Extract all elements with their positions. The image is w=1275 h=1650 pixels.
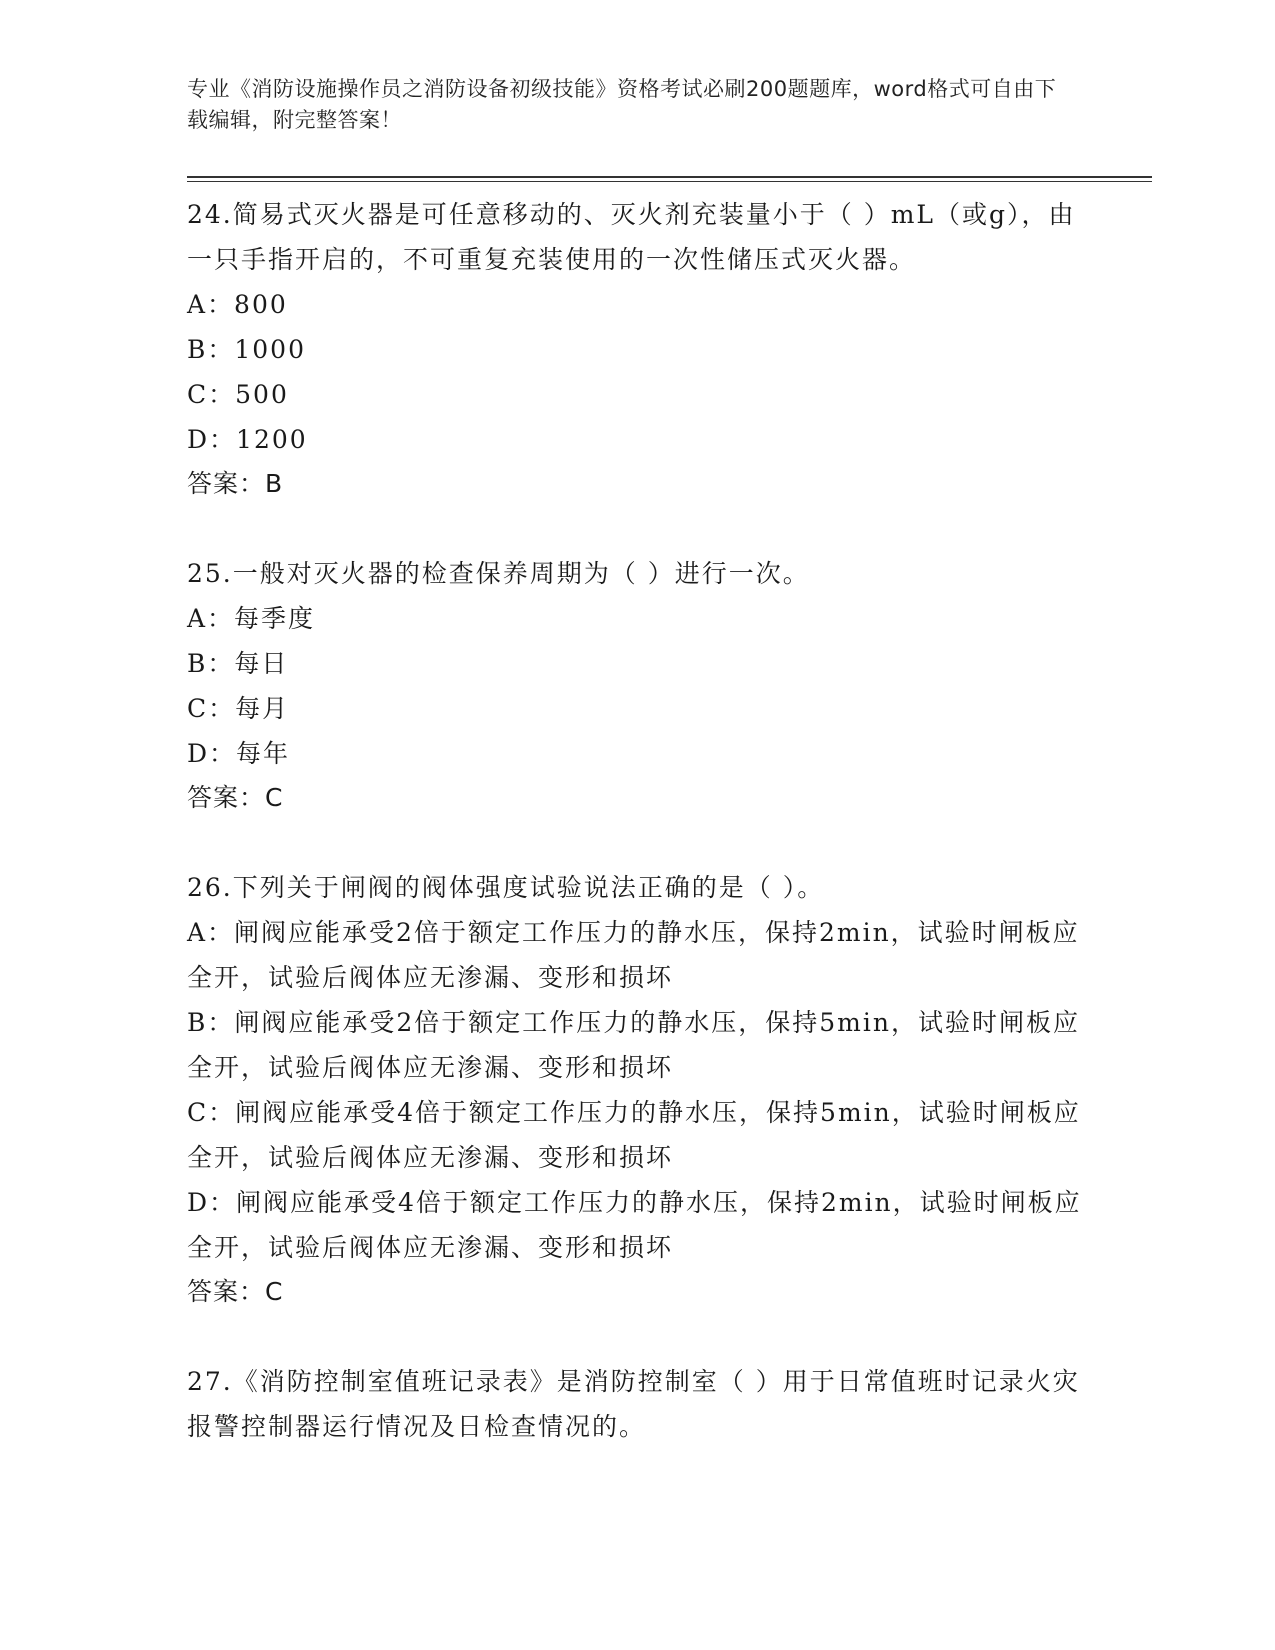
question-26 bbox=[187, 865, 1087, 1314]
answer-label: 答案：C bbox=[187, 783, 284, 812]
question-text: 25.一般对灭火器的检查保养周期为（ ）进行一次。 bbox=[187, 559, 810, 588]
header-divider-thick bbox=[187, 176, 1152, 178]
option-d: D：闸阀应能承受4倍于额定工作压力的静水压，保持2min，试验时闸板应全开，试验后阀体应无渗漏、变形和损坏 bbox=[187, 1188, 1082, 1262]
option-b: B：每日 bbox=[187, 649, 289, 678]
question-spacer bbox=[187, 506, 1087, 551]
option-a: A：800 bbox=[187, 290, 288, 319]
option-d: D：每年 bbox=[187, 739, 291, 768]
option-a: A：每季度 bbox=[187, 604, 316, 633]
option-d: D：1200 bbox=[187, 425, 308, 454]
question-24 bbox=[187, 192, 1087, 506]
question-25 bbox=[187, 551, 1087, 820]
answer-label: 答案：C bbox=[187, 1277, 284, 1306]
question-text: 24.简易式灭火器是可任意移动的、灭火剂充装量小于（ ）mL（或g），由一只手指开启的，不可重复充装使用的一次性储压式灭火器。 bbox=[187, 200, 1076, 274]
question-spacer bbox=[187, 1314, 1087, 1359]
option-c: C：每月 bbox=[187, 694, 290, 723]
question-27 bbox=[187, 1359, 1087, 1449]
option-b: B：闸阀应能承受2倍于额定工作压力的静水压，保持5min，试验时闸板应全开，试验后阀体应无渗漏、变形和损坏 bbox=[187, 1008, 1080, 1082]
question-text: 27.《消防控制室值班记录表》是消防控制室（ ）用于日常值班时记录火灾报警控制器运行情况及日检查情况的。 bbox=[187, 1367, 1080, 1441]
option-a: A：闸阀应能承受2倍于额定工作压力的静水压，保持2min，试验时闸板应全开，试验后阀体应无渗漏、变形和损坏 bbox=[187, 918, 1080, 992]
option-c: C：500 bbox=[187, 380, 289, 409]
header-divider-thin bbox=[187, 181, 1152, 182]
document-header: 专业《消防设施操作员之消防设备初级技能》资格考试必刷200题题库，word格式可自由下载编辑，附完整答案！ bbox=[187, 77, 1057, 132]
answer-label: 答案：B bbox=[187, 469, 284, 498]
question-spacer bbox=[187, 820, 1087, 865]
question-text: 26.下列关于闸阀的阀体强度试验说法正确的是（ ）。 bbox=[187, 873, 825, 902]
option-c: C：闸阀应能承受4倍于额定工作压力的静水压，保持5min，试验时闸板应全开，试验后阀体应无渗漏、变形和损坏 bbox=[187, 1098, 1081, 1172]
option-b: B：1000 bbox=[187, 335, 306, 364]
question-list bbox=[187, 192, 1087, 1449]
